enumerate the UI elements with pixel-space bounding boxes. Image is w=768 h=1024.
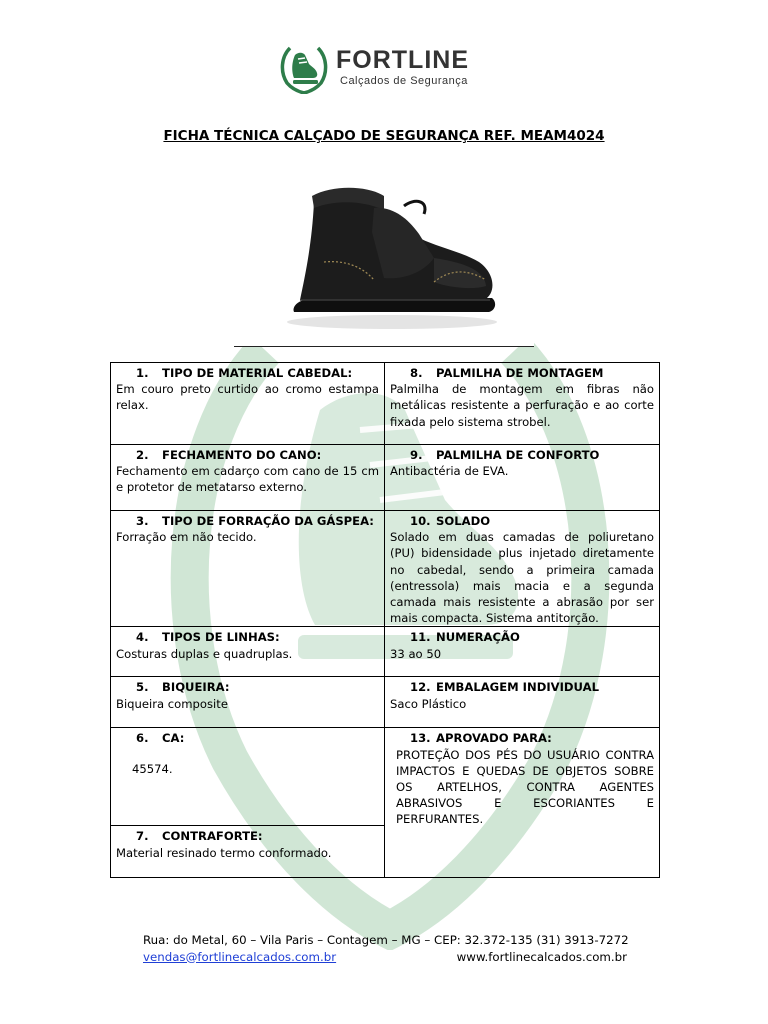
spec-title: TIPO DE FORRAÇÃO DA GÁSPEA: [162, 514, 374, 528]
spec-title: BIQUEIRA: [162, 680, 230, 695]
spec-title: EMBALAGEM INDIVIDUAL [436, 680, 599, 695]
spec-number: 7. [136, 829, 149, 844]
document-title: FICHA TÉCNICA CALÇADO DE SEGURANÇA REF. MEAM4024 [163, 128, 605, 144]
spec-cell-contraforte [111, 826, 385, 878]
spec-title: CA: [162, 731, 185, 746]
spec-text: PROTEÇÃO DOS PÉS DO USUÁRIO CONTRA IMPACTOS E QUEDAS DE OBJETOS SOBRE OS ARTELHOS, CONTRA AGENTES ABRASIVOS E ESCORIANTES E PERFURANTES. [396, 747, 654, 827]
spec-text: Antibactéria de EVA. [390, 464, 509, 479]
spec-number: 2. [136, 448, 149, 462]
spec-text: Costuras duplas e quadruplas. [116, 646, 293, 661]
spec-text: Fechamento em cadarço com cano de 15 cm e protetor de metatarso externo. [116, 464, 379, 495]
spec-cell-linhas [111, 627, 385, 677]
safety-boot-image [234, 162, 534, 346]
spec-cell-tipo-material [111, 363, 385, 445]
spec-title: SOLADO [436, 514, 491, 528]
spec-text: 45574. [132, 761, 173, 776]
spec-number: 10. [410, 514, 431, 528]
spec-title: NUMERAÇÃO [436, 630, 520, 645]
brand-tagline: Calçados de Segurança [340, 75, 468, 87]
spec-text: Biqueira composite [116, 696, 228, 711]
spec-cell-embalagem [385, 677, 660, 728]
spec-text: Em couro preto curtido ao cromo estampa relax. [116, 382, 379, 413]
spec-cell-biqueira [111, 677, 385, 728]
spec-text: Forração em não tecido. [116, 530, 257, 545]
spec-title: PALMILHA DE MONTAGEM [436, 366, 604, 380]
spec-cell-palmilha-montagem [385, 363, 660, 445]
spec-number: 5. [136, 680, 149, 695]
footer [143, 932, 627, 965]
spec-number: 8. [410, 366, 423, 380]
spec-title: TIPO DE MATERIAL CABEDAL: [162, 366, 353, 380]
spec-title: PALMILHA DE CONFORTO [436, 448, 600, 462]
spec-number: 9. [410, 448, 423, 462]
spec-text: Saco Plástico [390, 696, 467, 711]
spec-title: CONTRAFORTE: [162, 829, 263, 844]
spec-cell-forracao [111, 511, 385, 627]
spec-number: 3. [136, 514, 149, 528]
spec-cell-fechamento-cano [111, 445, 385, 511]
footer-email-link[interactable]: vendas@fortlinecalcados.com.br [143, 949, 337, 964]
spec-text: Solado em duas camadas de poliuretano (PU) bidensidade plus injetado diretamente no cabedal, sendo a primeira camada (entressola) mais macia e a segunda camada mais resistente a abrasão por ser mais compacta. Sistema antitorção. [390, 530, 654, 626]
spec-title: FECHAMENTO DO CANO: [162, 448, 322, 462]
spec-number: 4. [136, 630, 149, 645]
spec-number: 11. [410, 630, 431, 645]
fortline-logo [278, 42, 490, 94]
spec-text: Material resinado termo conformado. [116, 845, 332, 860]
spec-text: 33 ao 50 [390, 646, 442, 661]
spec-title: APROVADO PARA: [436, 731, 552, 746]
spec-number: 13. [410, 731, 431, 746]
spec-cell-solado [385, 511, 660, 627]
spec-title: TIPOS DE LINHAS: [162, 630, 280, 645]
spec-table [110, 362, 660, 878]
spec-text: Palmilha de montagem em fibras não metálicas resistente a perfuração e ao corte fixada pelo sistema strobel. [390, 382, 654, 429]
spec-number: 12. [410, 680, 431, 695]
spec-cell-ca [111, 728, 385, 826]
photo-divider [234, 346, 534, 347]
brand-name: FORTLINE [336, 46, 469, 74]
spec-number: 1. [136, 366, 149, 380]
spec-cell-aprovado-para [385, 728, 660, 878]
spec-number: 6. [136, 731, 149, 746]
spec-cell-palmilha-conforto [385, 445, 660, 511]
footer-website[interactable]: www.fortlinecalcados.com.br [456, 949, 627, 964]
footer-address: Rua: do Metal, 60 – Vila Paris – Contagem – MG – CEP: 32.372-135 (31) 3913-7272 [143, 933, 629, 947]
boot-shield-icon [278, 42, 330, 94]
spec-cell-numeracao [385, 627, 660, 677]
